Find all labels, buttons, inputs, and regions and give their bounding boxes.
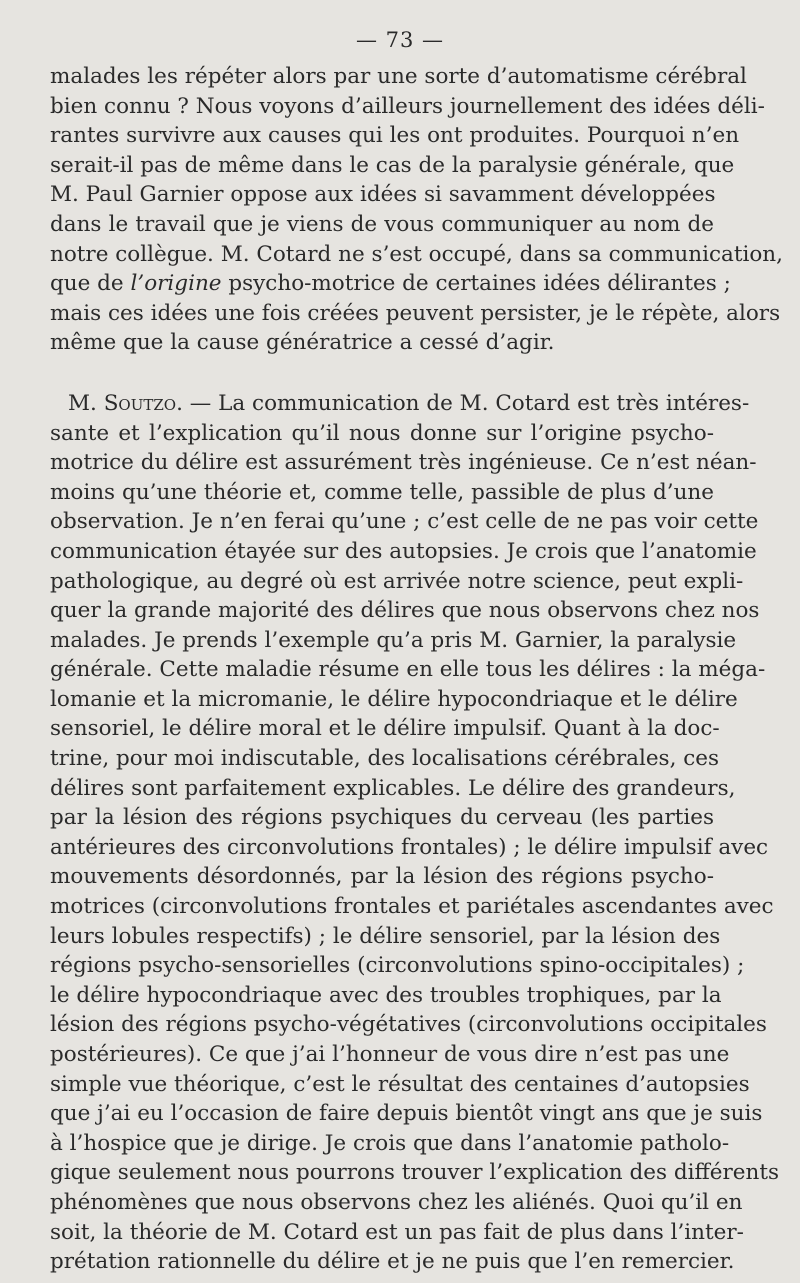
text-line: malades les répéter alors par une sorte d’automatisme cérébral bbox=[50, 64, 747, 89]
text-line bbox=[50, 389, 750, 419]
text-line: M. Paul Garnier oppose aux idées si savamment développées bbox=[50, 182, 716, 208]
text-line: observation. Je n’en ferai qu’une ; c’est celle de ne pas voir cette bbox=[50, 509, 759, 535]
text-line: mouvements désordonnés, par la lésion des régions psycho- bbox=[50, 864, 714, 890]
text-line: soit, la théorie de M. Cotard est un pas fait de plus dans l’inter- bbox=[50, 1219, 744, 1245]
text-line: par la lésion des régions psychiques du cerveau (les parties bbox=[50, 805, 714, 831]
text-fragment: que de bbox=[50, 271, 131, 297]
text-line: moins qu’une théorie et, comme telle, passible de plus d’une bbox=[50, 479, 714, 505]
page-number: — 73 — bbox=[355, 28, 445, 52]
paragraph-soutzo bbox=[50, 389, 779, 1277]
body-text bbox=[50, 62, 783, 1277]
paragraph-continuation bbox=[50, 62, 783, 358]
text-line: régions psycho-sensorielles (circonvolutions spino-occipitales) ; bbox=[50, 953, 745, 979]
text-line: prétation rationnelle du délire et je ne puis que l’en remercier. bbox=[50, 1249, 735, 1275]
text-line: à l’hospice que je dirige. Je crois que dans l’anatomie patholo- bbox=[50, 1130, 730, 1156]
text-line: même que la cause génératrice a cessé d’agir. bbox=[50, 330, 555, 356]
text-line: gique seulement nous pourrons trouver l’explication des différents bbox=[50, 1160, 779, 1186]
text-line: antérieures des circonvolutions frontales) ; le délire impulsif avec bbox=[50, 834, 769, 860]
text-line: le délire hypocondriaque avec des troubles trophiques, par la bbox=[50, 982, 722, 1008]
emphasized-word: l’origine bbox=[130, 271, 222, 297]
text-line: bien connu ? Nous voyons d’ailleurs journellement des idées déli- bbox=[50, 93, 765, 119]
speaker-name: Soutzo bbox=[103, 390, 177, 416]
text-line: notre collègue. M. Cotard ne s’est occupé, dans sa communication, bbox=[50, 241, 783, 267]
text-line: lésion des régions psycho-végétatives (circonvolutions occipitales bbox=[50, 1012, 767, 1038]
text-line: pathologique, au degré où est arrivée notre science, peut expli- bbox=[50, 568, 744, 594]
text-line bbox=[50, 269, 731, 299]
text-line: leurs lobules respectifs) ; le délire sensoriel, par la lésion des bbox=[50, 923, 721, 949]
text-line: motrices (circonvolutions frontales et pariétales ascendantes avec bbox=[50, 894, 774, 920]
text-line: simple vue théorique, c’est le résultat des centaines d’autopsies bbox=[50, 1071, 750, 1097]
text-line: que j’ai eu l’occasion de faire depuis bientôt vingt ans que je suis bbox=[50, 1101, 763, 1127]
text-line: générale. Cette maladie résume en elle tous les délires : la méga- bbox=[50, 657, 766, 683]
text-line: motrice du délire est assurément très ingénieuse. Ce n’est néan- bbox=[50, 450, 757, 476]
text-line: malades. Je prends l’exemple qu’a pris M. Garnier, la paralysie bbox=[50, 627, 737, 653]
text-line: communication étayée sur des autopsies. Je crois que l’anatomie bbox=[50, 538, 757, 564]
text-line: quer la grande majorité des délires que nous observons chez nos bbox=[50, 598, 760, 624]
text-line: postérieures). Ce que j’ai l’honneur de vous dire n’est pas une bbox=[50, 1042, 730, 1067]
text-line: trine, pour moi indiscutable, des localisations cérébrales, ces bbox=[50, 746, 720, 772]
text-line: serait-il pas de même dans le cas de la paralysie générale, que bbox=[50, 152, 735, 178]
text-line: délires sont parfaitement explicables. Le délire des grandeurs, bbox=[50, 775, 736, 801]
text-line: dans le travail que je viens de vous communiquer au nom de bbox=[50, 211, 714, 237]
text-line: sensoriel, le délire moral et le délire impulsif. Quant à la doc- bbox=[50, 716, 720, 742]
text-line: phénomènes que nous observons chez les aliénés. Quoi qu’il en bbox=[50, 1189, 743, 1215]
speaker-remark-start: . — La communication de M. Cotard est très intéres- bbox=[176, 390, 750, 416]
text-line: lomanie et la micromanie, le délire hypocondriaque et le délire bbox=[50, 686, 738, 712]
text-line: rantes survivre aux causes qui les ont produites. Pourquoi n’en bbox=[50, 123, 740, 149]
text-line: sante et l’explication qu’il nous donne sur l’origine psycho- bbox=[50, 420, 714, 446]
speaker-prefix: M. bbox=[68, 390, 104, 416]
text-fragment: psycho-motrice de certaines idées délirantes ; bbox=[221, 271, 731, 297]
text-line: mais ces idées une fois créées peuvent persister, je le répète, alors bbox=[50, 300, 781, 326]
